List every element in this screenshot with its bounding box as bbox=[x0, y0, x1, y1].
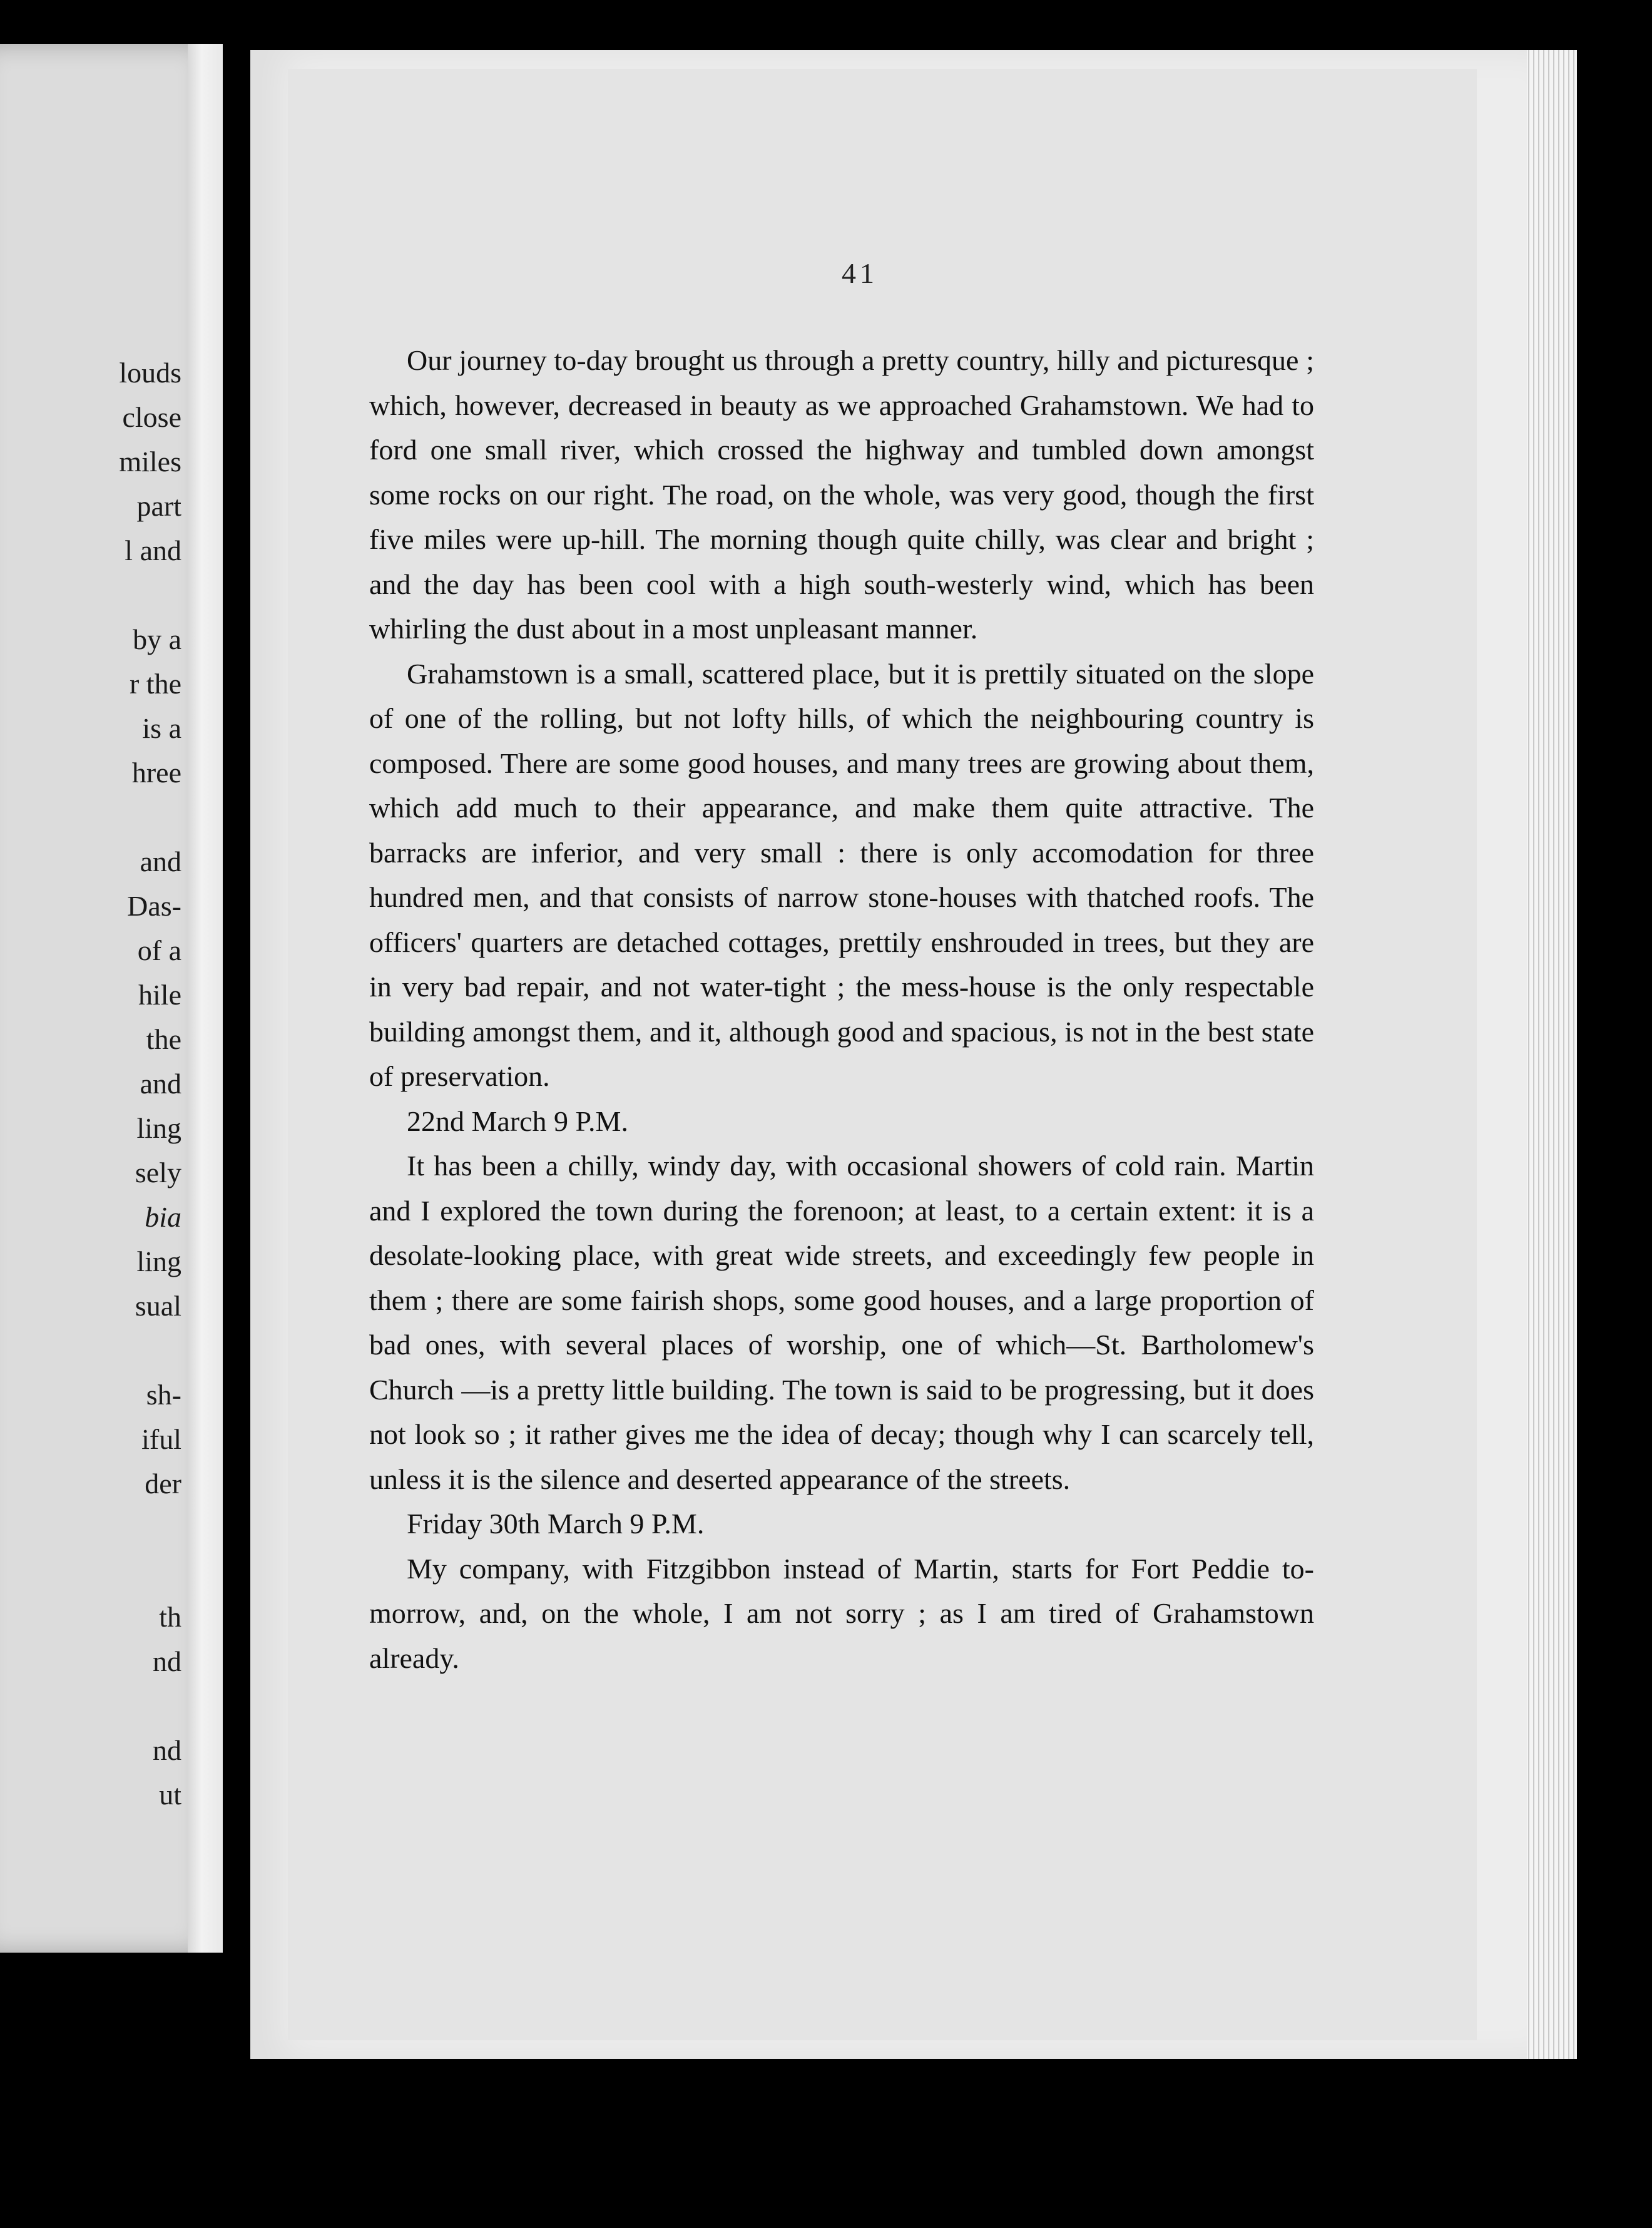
facing-page-line: miles bbox=[119, 446, 181, 478]
facing-page-line: ut bbox=[159, 1779, 181, 1811]
facing-page-line: iful bbox=[141, 1423, 181, 1455]
facing-page-line: sual bbox=[135, 1290, 181, 1322]
facing-page-line: and bbox=[140, 1068, 181, 1100]
facing-page-line bbox=[0, 573, 181, 617]
facing-page-line: the bbox=[146, 1023, 181, 1055]
facing-page-line: bia bbox=[145, 1201, 181, 1233]
facing-page-line: nd bbox=[153, 1645, 181, 1677]
paragraph: Our journey to-day brought us through a pretty country, hilly and picturesque ; which, however, decreased in beauty as we approached Grahamstown. We had to ford one small river, which crossed the highway and tumbled down amongst some rocks on our right. The road, on the whole, was very good, though the first five miles were up-hill. The morning though quite chilly, was clear and bright ; and the day has been cool with a high south-westerly wind, which has been whirling the dust about in a most unpleasant manner. bbox=[369, 344, 1314, 645]
facing-page-text bbox=[0, 350, 181, 1817]
facing-page-line bbox=[0, 1550, 181, 1595]
page-number: 41 bbox=[842, 257, 878, 289]
facing-page-line bbox=[0, 1506, 181, 1550]
facing-page-line: by a bbox=[133, 623, 181, 655]
facing-page-line: louds bbox=[119, 357, 181, 389]
facing-page-line: th bbox=[159, 1601, 181, 1633]
facing-page-line: ling bbox=[136, 1245, 181, 1277]
facing-page-line: and bbox=[140, 846, 181, 877]
facing-page-line: close bbox=[122, 401, 181, 433]
body-text bbox=[369, 338, 1314, 1680]
facing-page-line: nd bbox=[153, 1734, 181, 1766]
paragraph: My company, with Fitzgibbon instead of Martin, starts for Fort Peddie to-morrow, and, on the whole, I am not sorry ; as I am tired of Grahamstown already. bbox=[369, 1552, 1314, 1674]
facing-page-line: hile bbox=[138, 979, 181, 1011]
journal-date: 22nd March 9 P.M. bbox=[407, 1105, 628, 1137]
facing-page-line: part bbox=[136, 490, 181, 522]
paragraph: It has been a chilly, windy day, with occasional showers of cold rain. Martin and I explored the town during the forenoon; at least, to a certain extent: it is a desolate-looking place, with great wide streets, and exceedingly few people in them ; there are some fairish shops, some good houses, and a large proportion of bad ones, with several places of worship, one of which—St. Bartholomew's Church —is a pretty little building. The town is said to be progressing, but it does not look so ; it rather gives me the idea of decay; though why I can scarcely tell, unless it is the silence and deserted appearance of the streets. bbox=[369, 1150, 1314, 1495]
facing-page-line: sely bbox=[135, 1157, 181, 1188]
facing-page-line: der bbox=[145, 1468, 181, 1500]
facing-page-line: r the bbox=[129, 668, 181, 700]
facing-page-line: hree bbox=[131, 757, 181, 789]
facing-page-line: of a bbox=[137, 934, 181, 966]
facing-page-line: is a bbox=[142, 712, 181, 744]
facing-page-line: Das- bbox=[127, 890, 181, 922]
facing-page-line: ling bbox=[136, 1112, 181, 1144]
facing-page-line bbox=[0, 1684, 181, 1728]
facing-page-line: sh- bbox=[146, 1379, 181, 1411]
facing-page-line: l and bbox=[125, 534, 181, 566]
journal-date: Friday 30th March 9 P.M. bbox=[407, 1508, 705, 1540]
paragraph: Grahamstown is a small, scattered place, but it is prettily situated on the slope of one of the rolling, but not lofty hills, of which the neighbouring country is composed. There are some good houses, and many trees are growing about them, which add much to their appearance, and make them quite attractive. The barracks are inferior, and very small : there is only accomodation for three hundred men, and that consists of narrow stone-houses with thatched roofs. The officers' quarters are detached cottages, prettily enshrouded in trees, but they are in very bad repair, and not water-tight ; the mess-house is the only respectable building amongst them, and it, although good and spacious, is not in the best state of preservation. bbox=[369, 657, 1314, 1092]
facing-page-gutter bbox=[188, 44, 223, 1953]
facing-page-line bbox=[0, 1328, 181, 1372]
facing-page-line bbox=[0, 795, 181, 839]
